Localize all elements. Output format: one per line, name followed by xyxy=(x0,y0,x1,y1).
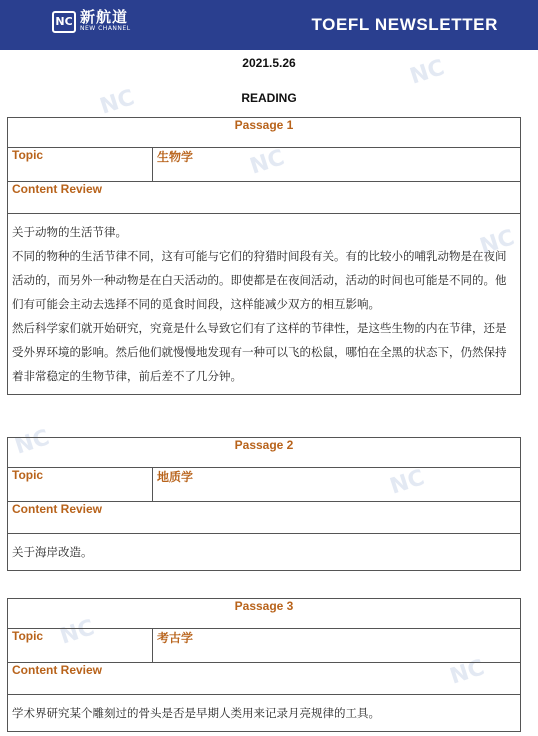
passage-1-table xyxy=(7,117,521,395)
topic-value: 地质学 xyxy=(157,470,194,484)
watermark-logo-icon: NC xyxy=(386,465,428,500)
review-paragraph: 学术界研究某个雕刻过的骨头是否是早期人类用来记录月亮规律的工具。 xyxy=(12,706,380,720)
content-review-label: Content Review xyxy=(8,662,520,694)
review-paragraph: 然后科学家们就开始研究，究竟是什么导致它们有了这样的节律性，是这些生物的内在节律，还是受外界环境的影响。然后他们就慢慢地发现有一种可以飞的松鼠，哪怕在全黑的状态下，仍然保持着非常稳定的生物节律，前后差不了几分钟。 xyxy=(12,321,507,383)
issue-date: 2021.5.26 xyxy=(242,56,296,70)
passage-title: Passage 3 xyxy=(234,599,294,613)
topic-label: Topic xyxy=(8,629,153,662)
logo-mark-icon: NC xyxy=(52,11,76,33)
watermark-logo-icon: NC xyxy=(246,145,288,180)
watermark-logo-icon: NC xyxy=(11,425,53,460)
review-paragraph: 关于海岸改造。 xyxy=(12,545,93,559)
newsletter-title: TOEFL NEWSLETTER xyxy=(311,15,498,34)
topic-row xyxy=(8,467,520,501)
watermark-logo-icon: NC xyxy=(476,225,518,260)
topic-row xyxy=(8,628,520,662)
topic-row xyxy=(8,147,520,181)
passage-title: Passage 2 xyxy=(234,438,294,452)
review-paragraph: 关于动物的生活节律。 xyxy=(12,225,127,239)
content-review-label: Content Review xyxy=(8,181,520,213)
content-review-text xyxy=(8,694,520,731)
passage-2-table xyxy=(7,437,521,571)
section-heading: READING xyxy=(241,91,297,105)
topic-value: 考古学 xyxy=(157,631,194,645)
content-review-text xyxy=(8,213,520,394)
logo-chinese-name: 新航道 xyxy=(80,8,129,26)
topic-label: Topic xyxy=(8,468,153,501)
watermark-logo-icon: NC xyxy=(446,655,488,690)
content-review-label: Content Review xyxy=(8,501,520,533)
passage-3-table xyxy=(7,598,521,732)
content-review-text xyxy=(8,533,520,570)
review-paragraph: 不同的物种的生活节律不同，这有可能与它们的狩猎时间段有关。有的比较小的哺乳动物是在夜间活动的，而另外一种动物是在白天活动的。即使都是在夜间活动，活动的时间也可能是不同的。他们有可能会主动去选择不同的觅食时间段，这样能减少双方的相互影响。 xyxy=(12,249,507,311)
watermark-logo-icon: NC xyxy=(406,55,448,90)
newsletter-header xyxy=(0,0,538,50)
passage-title: Passage 1 xyxy=(234,118,294,132)
topic-value: 生物学 xyxy=(157,150,194,164)
brand-logo xyxy=(52,10,131,33)
watermark-logo-icon: NC xyxy=(56,615,98,650)
topic-label: Topic xyxy=(8,148,153,181)
logo-english-name: NEW CHANNEL xyxy=(80,25,131,32)
watermark-logo-icon: NC xyxy=(96,85,138,120)
